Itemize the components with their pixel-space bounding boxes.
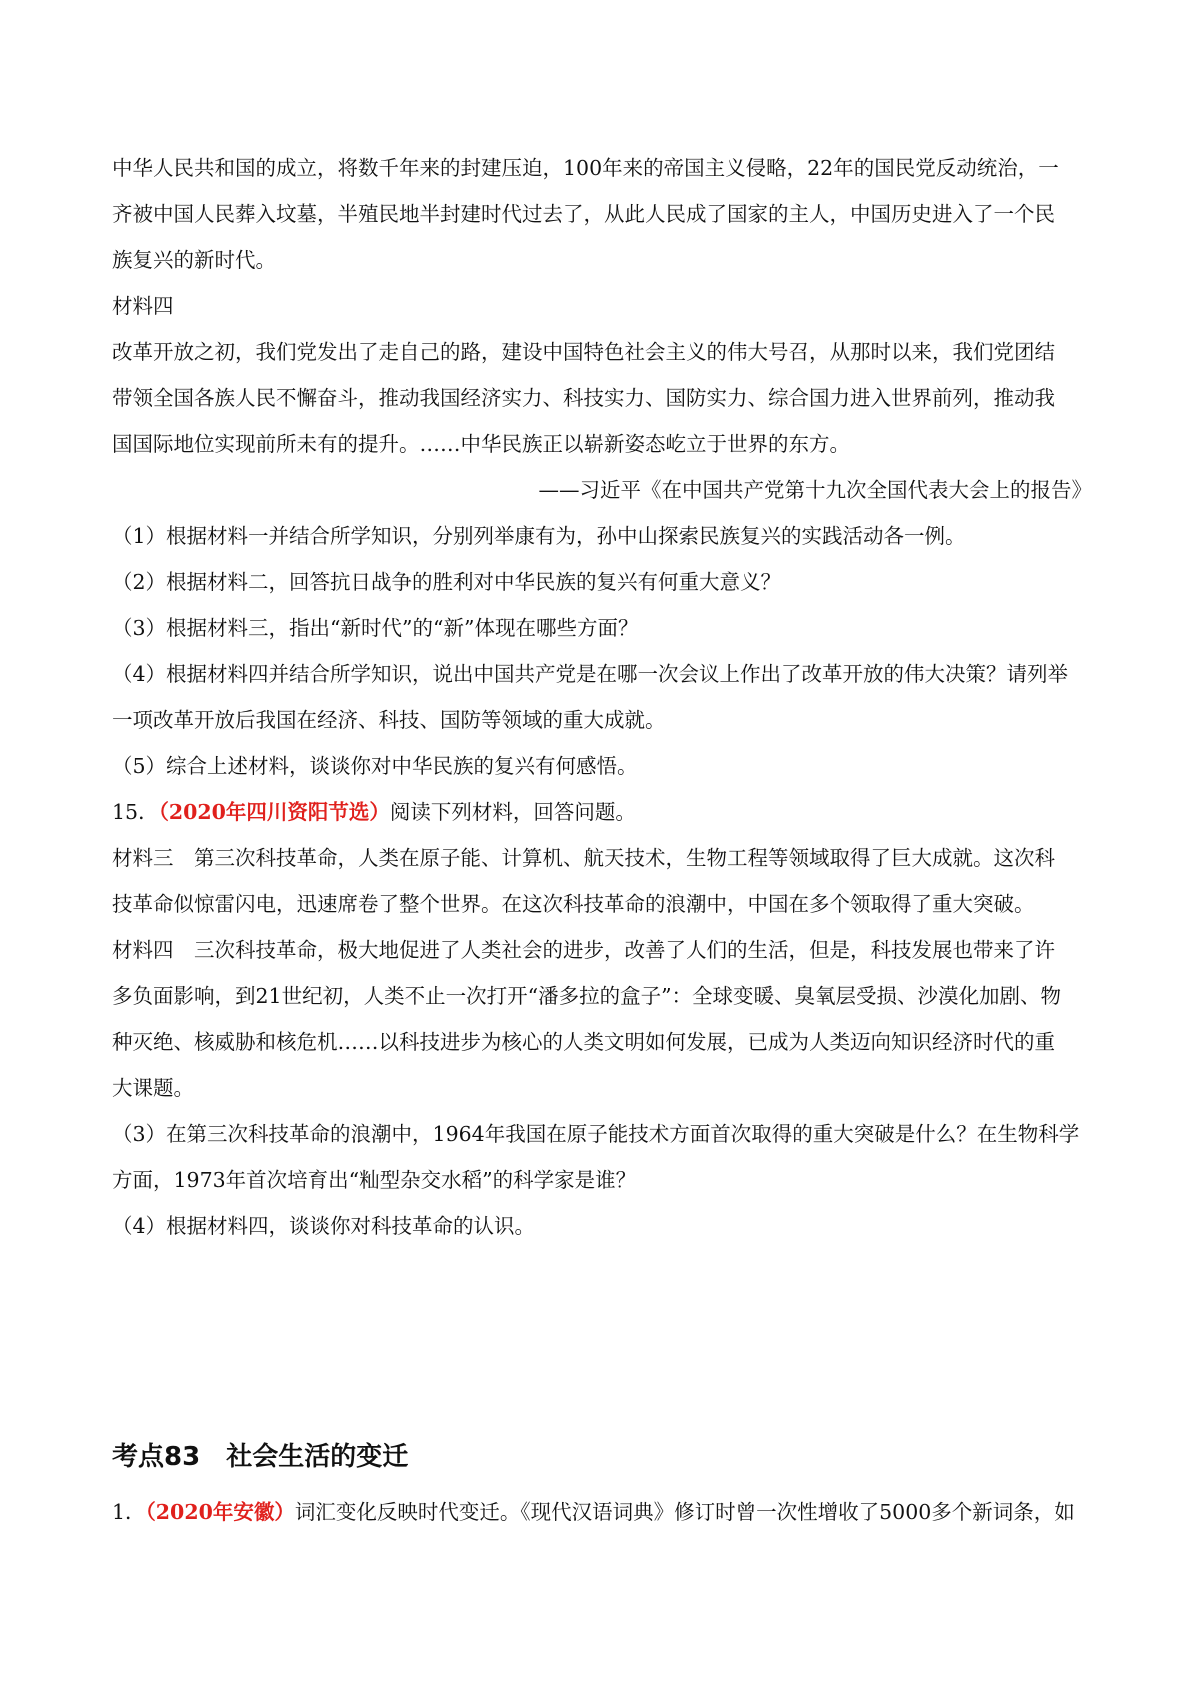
section-title: 社会生活的变迁 — [226, 1442, 409, 1472]
q15-material4-line-2: 多负面影响，到21世纪初，人类不止一次打开“潘多拉的盒子”：全球变暖、臭氧层受损、沙漠化加剧、物 — [112, 984, 1062, 1008]
question-14-4-line-1: （4）根据材料四并结合所学知识，说出中国共产党是在哪一次会议上作出了改革开放的伟大决策？请列举 — [112, 662, 1069, 686]
question-14-2: （2）根据材料二，回答抗日战争的胜利对中华民族的复兴有何重大意义？ — [112, 570, 782, 594]
q15-material4-line-1: 材料四 三次科技革命，极大地促进了人类社会的进步，改善了人们的生活，但是，科技发展也带来了许 — [112, 938, 1055, 962]
material3-text-line-3: 族复兴的新时代。 — [112, 248, 276, 272]
question-number: 15． — [112, 800, 159, 824]
q15-material4-line-4: 大课题。 — [112, 1076, 194, 1100]
quote-attribution: ——习近平《在中国共产党第十九次全国代表大会上的报告》 — [538, 478, 1092, 502]
question-source: （2020年四川资阳节选） — [158, 800, 390, 824]
question-source: （2020年安徽） — [145, 1500, 295, 1524]
question-text: 词汇变化反映时代变迁。《现代汉语词典》修订时曾一次性增收了5000多个新词条，如 — [294, 1500, 1075, 1524]
material3-text-line-1: 中华人民共和国的成立，将数千年来的封建压迫，100年来的帝国主义侵略，22年的国民党反动统治，一 — [112, 156, 1059, 180]
section-number: 考点83 — [112, 1442, 201, 1472]
question-15-header — [112, 798, 636, 826]
question-14-4-line-2: 一项改革开放后我国在经济、科技、国防等领域的重大成就。 — [112, 708, 666, 732]
material4-text-line-1: 改革开放之初，我们党发出了走自己的路，建设中国特色社会主义的伟大号召，从那时以来，我们党团结 — [112, 340, 1055, 364]
question-14-5: （5）综合上述材料，谈谈你对中华民族的复兴有何感悟。 — [112, 754, 638, 778]
question-14-1: （1）根据材料一并结合所学知识，分别列举康有为，孙中山探索民族复兴的实践活动各一例。 — [112, 524, 966, 548]
material4-text-line-2: 带领全国各族人民不懈奋斗，推动我国经济实力、科技实力、国防实力、综合国力进入世界前列，推动我 — [112, 386, 1055, 410]
question-15-3-line-2: 方面，1973年首次培育出“籼型杂交水稻”的科学家是谁？ — [112, 1168, 637, 1192]
question-15-3-line-1: （3）在第三次科技革命的浪潮中，1964年我国在原子能技术方面首次取得的重大突破是什么？在生物科学 — [112, 1122, 1080, 1146]
material4-label: 材料四 — [112, 294, 174, 318]
q15-material4-line-3: 种灭绝、核威胁和核危机……以科技进步为核心的人类文明如何发展，已成为人类迈向知识经济时代的重 — [112, 1030, 1055, 1054]
material4-text-line-3: 国国际地位实现前所未有的提升。……中华民族正以崭新姿态屹立于世界的东方。 — [112, 432, 850, 456]
question-stem: 阅读下列材料，回答问题。 — [389, 800, 636, 824]
section-heading — [112, 1440, 408, 1474]
question-1-header — [112, 1498, 1075, 1526]
q15-material3-line-1: 材料三 第三次科技革命，人类在原子能、计算机、航天技术，生物工程等领域取得了巨大成就。这次科 — [112, 846, 1055, 870]
q15-material3-line-2: 技革命似惊雷闪电，迅速席卷了整个世界。在这次科技革命的浪潮中，中国在多个领取得了重大突破。 — [112, 892, 1035, 916]
material3-text-line-2: 齐被中国人民葬入坟墓，半殖民地半封建时代过去了，从此人民成了国家的主人，中国历史进入了一个民 — [112, 202, 1055, 226]
question-14-3: （3）根据材料三，指出“新时代”的“新”体现在哪些方面？ — [112, 616, 639, 640]
question-number: 1． — [112, 1500, 146, 1524]
question-15-4: （4）根据材料四，谈谈你对科技革命的认识。 — [112, 1214, 536, 1238]
